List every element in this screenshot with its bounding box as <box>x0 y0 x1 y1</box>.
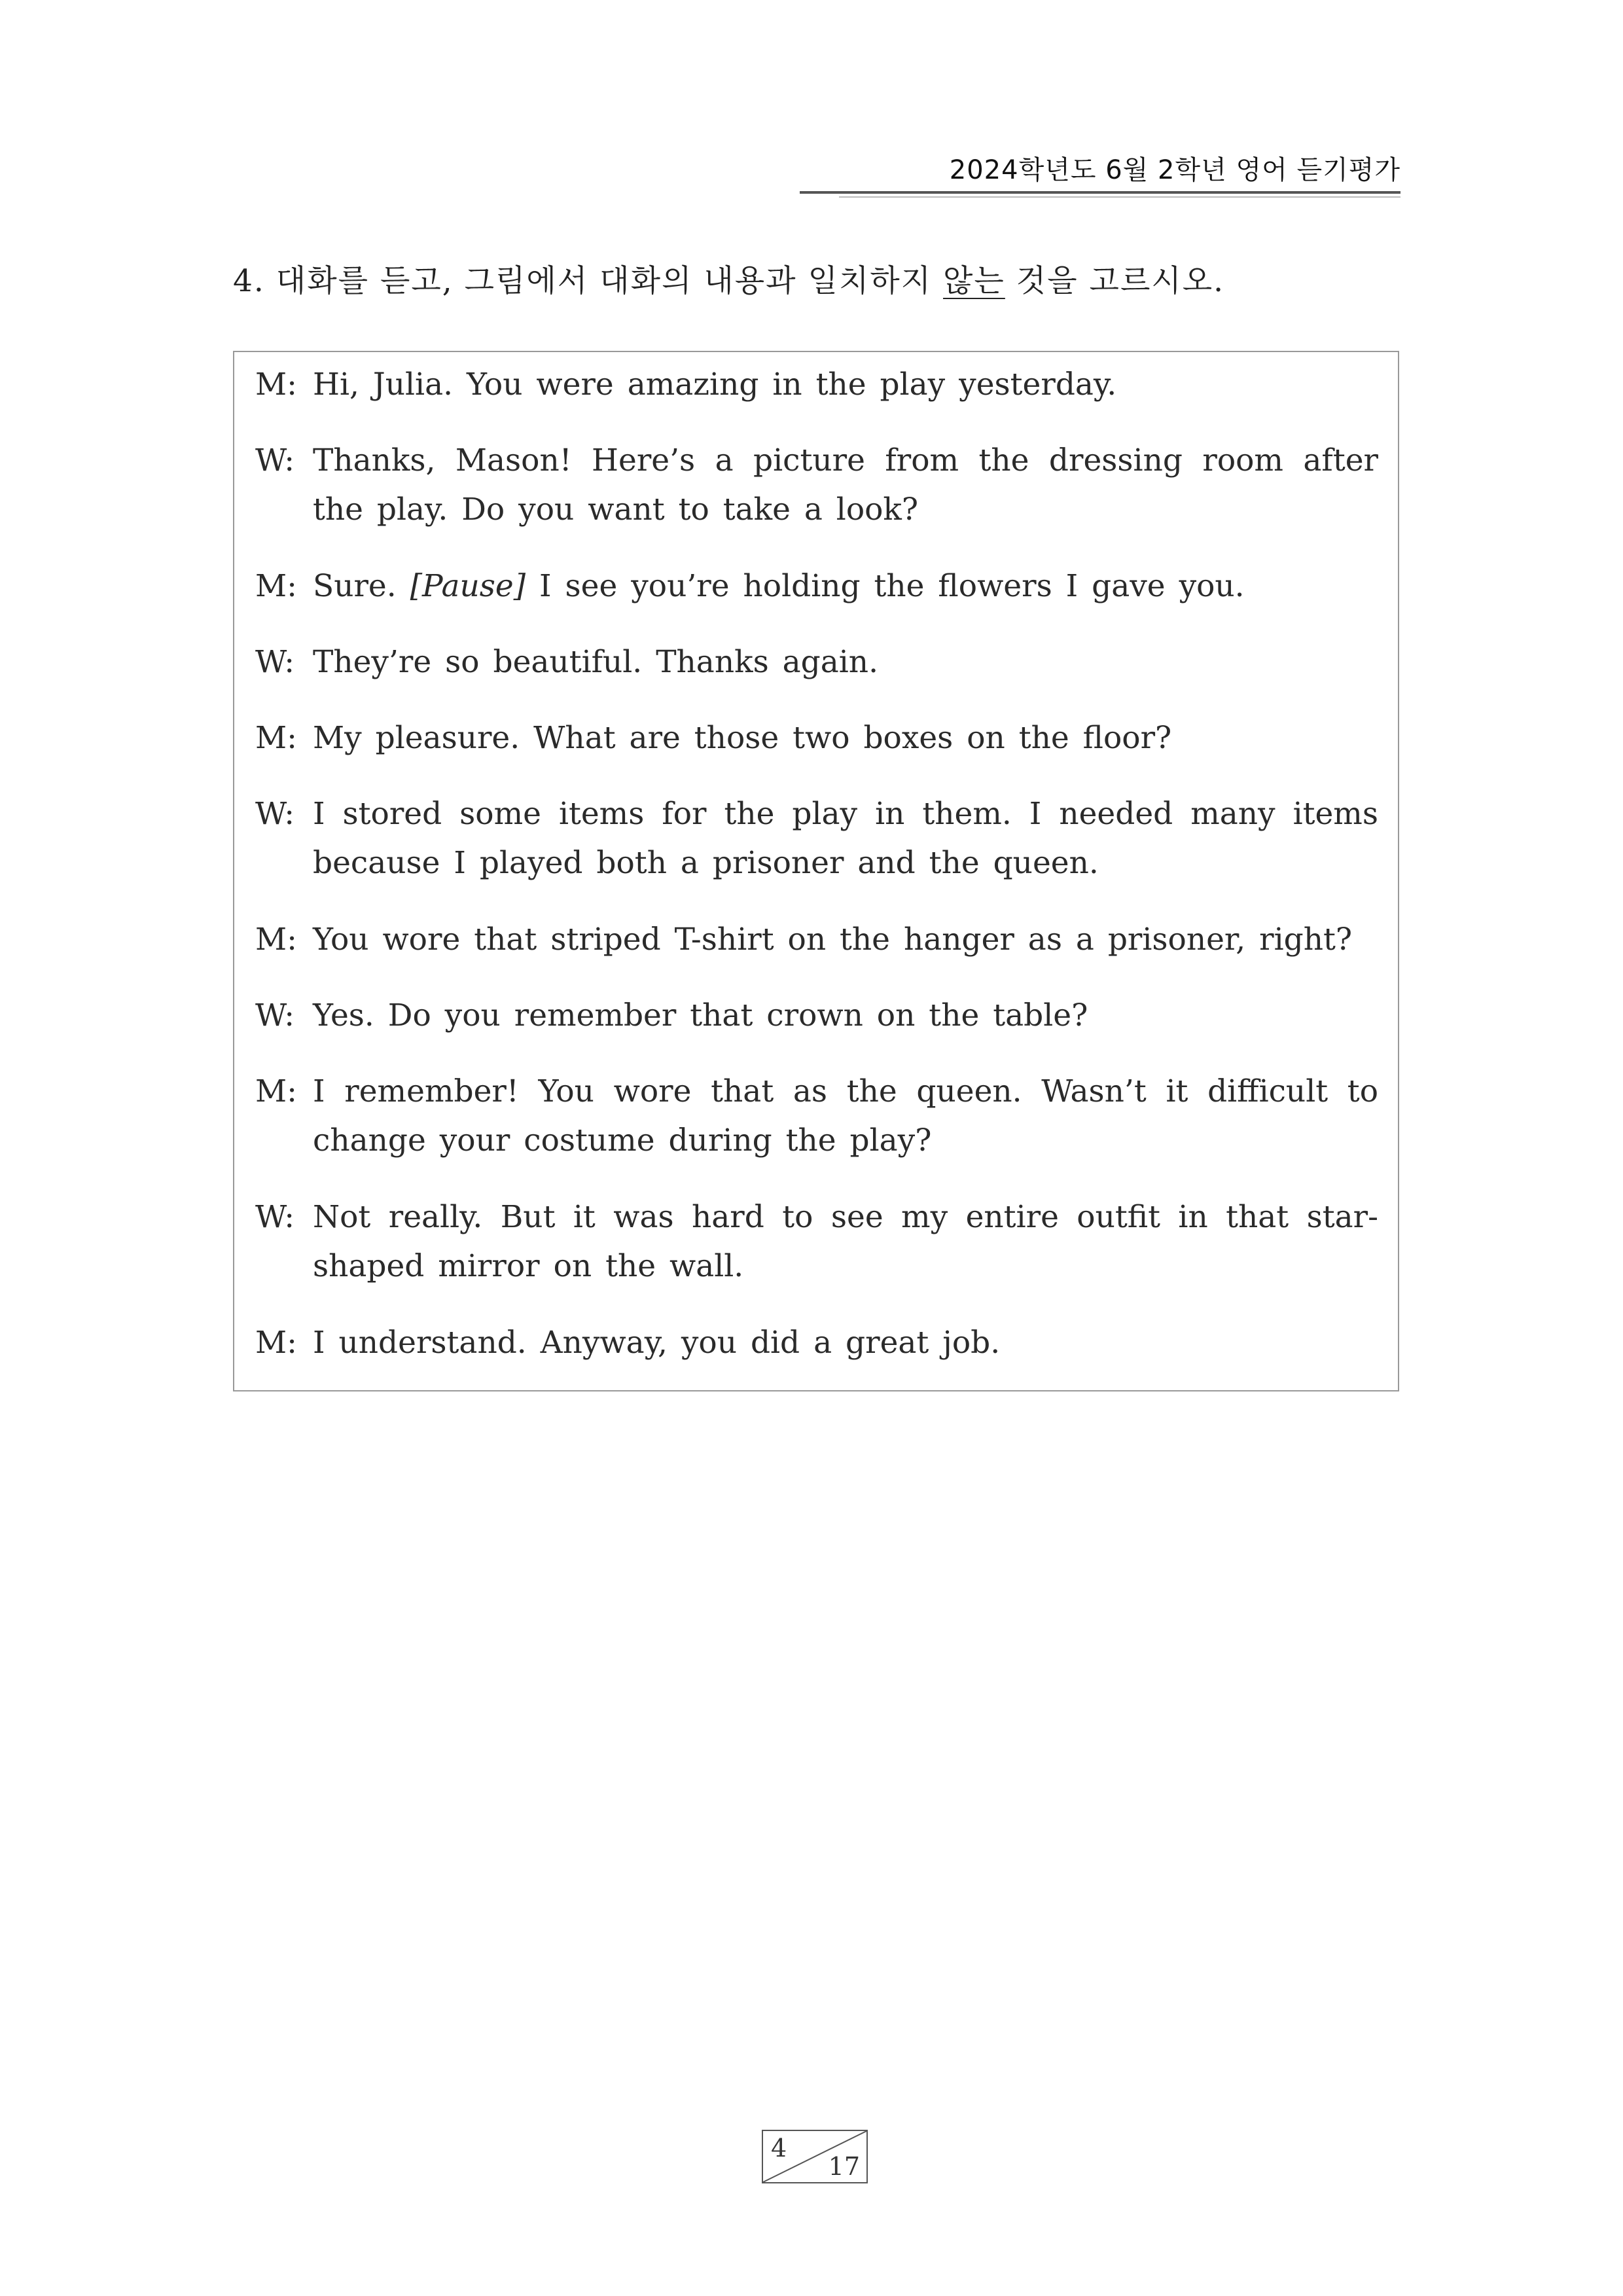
dialogue-text: I stored some items for the play in them. I needed many items because I played both a prisoner and the queen. <box>313 796 1378 881</box>
dialogue-line <box>255 360 1378 409</box>
dialogue-line <box>255 1067 1378 1165</box>
page-header <box>800 145 1400 198</box>
page-total: 17 <box>828 2152 860 2181</box>
dialogue-text: I remember! You wore that as the queen. Wasn’t it difficult to change your costume during the play? <box>313 1073 1378 1158</box>
header-divider-thin <box>839 196 1400 198</box>
page-indicator <box>762 2130 868 2183</box>
dialogue-text: Not really. But it was hard to see my entire outfit in that star-shaped mirror on the wall. <box>313 1199 1378 1284</box>
speaker-label: M: <box>255 922 297 958</box>
speaker-label: W: <box>255 796 295 832</box>
dialogue-text-before: Sure. <box>313 568 397 604</box>
dialogue-text: Hi, Julia. You were amazing in the play yesterday. <box>313 367 1117 403</box>
dialogue-text: They’re so beautiful. Thanks again. <box>313 644 879 680</box>
dialogue-line <box>255 562 1378 611</box>
question-number: 4. <box>233 263 265 299</box>
dialogue-text: I understand. Anyway, you did a great job. <box>313 1325 1001 1361</box>
stage-direction: [Pause] <box>410 568 526 604</box>
dialogue-text: Yes. Do you remember that crown on the table? <box>313 997 1088 1033</box>
question-prompt <box>233 257 1224 300</box>
dialogue-line <box>255 1318 1378 1367</box>
dialogue-text <box>313 562 1378 611</box>
speaker-label: M: <box>255 568 297 604</box>
speaker-label: W: <box>255 1199 295 1235</box>
dialogue-text-after: I see you’re holding the flowers I gave you. <box>539 568 1245 604</box>
dialogue-text: Thanks, Mason! Here’s a picture from the dressing room after the play. Do you want to take a look? <box>313 442 1378 528</box>
speaker-label: M: <box>255 1073 297 1109</box>
dialogue-text: My pleasure. What are those two boxes on the floor? <box>313 720 1172 756</box>
speaker-label: M: <box>255 720 297 756</box>
dialogue-line <box>255 789 1378 888</box>
dialogue-line <box>255 915 1378 964</box>
dialogue-line <box>255 1193 1378 1291</box>
speaker-label: M: <box>255 1325 297 1361</box>
dialogue-line <box>255 637 1378 687</box>
speaker-label: W: <box>255 644 295 680</box>
dialogue-line <box>255 436 1378 534</box>
speaker-label: W: <box>255 997 295 1033</box>
dialogue-script-box <box>233 351 1399 1391</box>
speaker-label: M: <box>255 367 297 403</box>
exam-title: 2024학년도 6월 2학년 영어 듣기평가 <box>949 155 1400 185</box>
header-divider <box>800 191 1400 194</box>
dialogue-text: You wore that striped T-shirt on the hanger as a prisoner, right? <box>313 922 1353 958</box>
question-text-before: 대화를 듣고, 그림에서 대화의 내용과 일치하지 <box>276 263 933 299</box>
dialogue-line <box>255 713 1378 762</box>
page-current: 4 <box>771 2134 787 2162</box>
question-underlined-word: 않는 <box>943 263 1005 299</box>
question-text-after: 것을 고르시오. <box>1016 263 1225 299</box>
speaker-label: W: <box>255 442 295 478</box>
dialogue-line <box>255 991 1378 1040</box>
